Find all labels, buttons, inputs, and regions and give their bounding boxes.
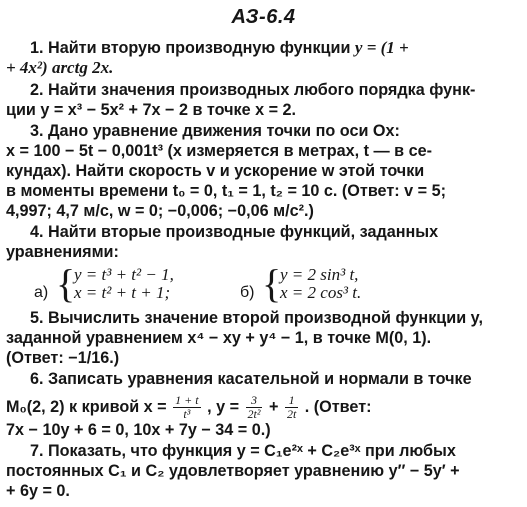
problem-7-text-1: Показать, что функция y = C₁e²ˣ + C₂e³ˣ при любых (48, 442, 456, 460)
system-a-row-1: y = t³ + t² − 1, (74, 265, 174, 284)
system-b-row-2: x = 2 cos³ t. (280, 283, 362, 302)
problem-6-number: 6. (30, 370, 44, 388)
problem-3-line-5 (6, 201, 314, 221)
problem-3-text-5: 4,997; 4,7 м/с, w = 0; −0,006; −0,06 м/с².) (6, 202, 314, 220)
fraction-y-1: $\frac{3}{\text{2t²}}$ (247, 393, 261, 421)
system-b-row-1: y = 2 sin³ t, (280, 265, 359, 284)
problem-7-text-3: + 6y = 0. (6, 482, 70, 500)
problem-6-text-2d: . (Ответ: (304, 397, 372, 416)
problem-4-text-1: Найти вторые производные функций, заданных (48, 223, 439, 241)
problem-6-text-3: 7x − 10y + 6 = 0, 10x + 7y − 34 = 0.) (6, 421, 271, 439)
problem-3-line-3 (6, 161, 424, 181)
problem-1-number: 1. (30, 39, 44, 57)
problem-4-number: 4. (30, 223, 44, 241)
fraction-y-2: $\frac{1}{2t}$ (286, 393, 297, 421)
problem-4-line-2 (6, 242, 119, 262)
problem-6-text-2b: , y = (207, 397, 240, 416)
system-b-brace: { (262, 261, 282, 306)
problem-1-line-2 (6, 58, 113, 78)
problem-1-line-1 (6, 38, 409, 58)
problem-6-text-2a: M₀(2, 2) к кривой x = (6, 397, 167, 416)
system-a-brace: { (56, 261, 76, 306)
problem-5-number: 5. (30, 309, 44, 327)
problem-1-expr-cont: + 4x²) arctg 2x. (6, 58, 114, 77)
problem-2-text: Найти значения производных любого порядка функ- (48, 81, 476, 99)
problem-5-text-2: заданной уравнением x⁴ − xy + y⁴ − 1, в точке M(0, 1). (6, 329, 432, 347)
problem-5-line-1 (6, 308, 483, 328)
problem-5-line-3 (6, 348, 119, 368)
problem-6-line-3 (6, 420, 271, 440)
problem-5-text-3: (Ответ: −1/16.) (6, 349, 120, 367)
problem-7-line-1 (6, 441, 456, 461)
system-a-row-2: x = t² + t + 1; (74, 283, 171, 302)
page-title: АЗ-6.4 (231, 6, 296, 28)
problem-2-line-1 (6, 80, 475, 100)
problem-7-line-2 (6, 461, 460, 481)
problem-6-line-1 (6, 369, 472, 389)
system-a (74, 267, 174, 301)
problem-6-line-2 (6, 394, 372, 421)
problem-6-text-2c: + (268, 397, 279, 416)
problem-7-number: 7. (30, 442, 44, 460)
problem-1-text: Найти вторую производную функции (48, 39, 351, 57)
problem-3-text-2: x = 100 − 5t − 0,001t³ (x измеряется в метрах, t — в се- (6, 142, 433, 160)
problem-5-line-2 (6, 328, 431, 348)
problem-3-line-1 (6, 121, 400, 141)
problem-2-number: 2. (30, 81, 44, 99)
problem-3-text-3: кундах). Найти скорость v и ускорение w этой точки (6, 162, 425, 180)
problem-4-text-2: уравнениями: (6, 243, 119, 261)
system-b-label: б) (240, 284, 255, 301)
problem-2-text-cont: ции y = x³ − 5x² + 7x − 2 в точке x = 2. (6, 101, 297, 119)
problem-6-text-1: Записать уравнения касательной и нормали в точке (48, 370, 472, 388)
system-b (280, 267, 361, 301)
problem-3-line-2 (6, 141, 432, 161)
problem-1-expr: y = (1 + (354, 38, 409, 57)
problem-7-text-2: постоянных C₁ и C₂ удовлетворяет уравнению y″ − 5y′ + (6, 462, 460, 480)
problem-3-number: 3. (30, 122, 44, 140)
problem-7-line-3 (6, 481, 70, 501)
problem-3-text-4: в моменты времени t₀ = 0, t₁ = 1, t₂ = 10 с. (Ответ: v = 5; (6, 182, 447, 200)
problem-3-line-4 (6, 181, 446, 201)
fraction-x: $\frac{1 + t}{\text{t³}}$ (175, 393, 199, 421)
problem-5-text-1: Вычислить значение второй производной функции y, (48, 309, 483, 327)
problem-2-line-2 (6, 100, 296, 120)
problem-4-line-1 (6, 222, 438, 242)
problem-3-text-1: Дано уравнение движения точки по оси Ox: (48, 122, 400, 140)
system-a-label: а) (34, 284, 49, 301)
